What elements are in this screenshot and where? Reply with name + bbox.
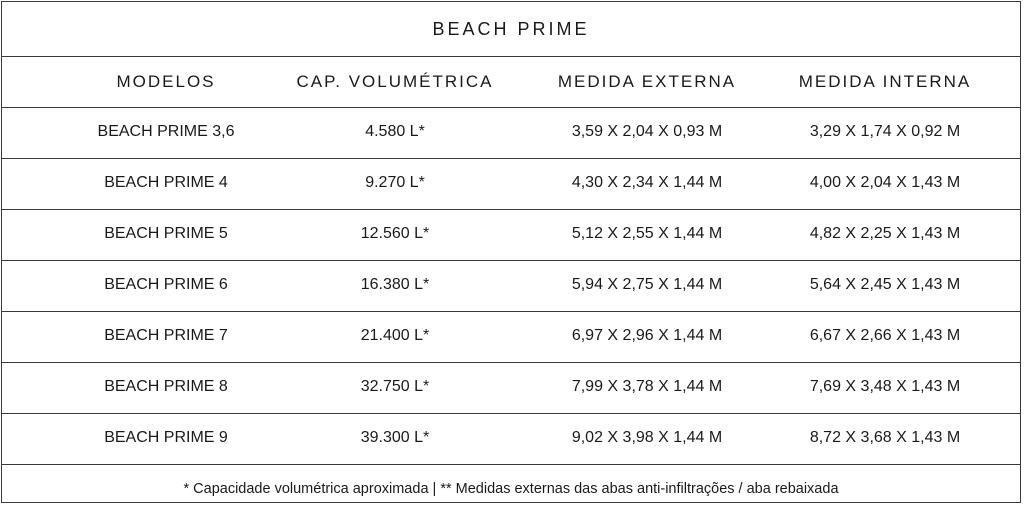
- cell-medida-interna: 4,82 X 2,25 X 1,43 M: [809, 225, 961, 243]
- cell-capacidade: 9.270 L*: [365, 174, 425, 192]
- cell-medida-externa: 4,30 X 2,34 X 1,44 M: [571, 174, 723, 192]
- table-row: [2, 108, 1020, 159]
- header-cap-volumetrica: CAP. VOLUMÉTRICA: [296, 71, 494, 91]
- cell-medida-interna: 3,29 X 1,74 X 0,92 M: [809, 123, 961, 141]
- cell-modelo: BEACH PRIME 3,6: [97, 123, 235, 141]
- footnote-text: * Capacidade volumétrica aproximada | ** Medidas externas das abas anti-infiltrações / aba rebaixada: [183, 481, 839, 497]
- table-row: [2, 414, 1020, 465]
- table-footnote: [2, 465, 1020, 513]
- table-title: [2, 2, 1020, 57]
- cell-medida-externa: 9,02 X 3,98 X 1,44 M: [571, 429, 723, 447]
- cell-medida-externa: 7,99 X 3,78 X 1,44 M: [571, 378, 723, 396]
- cell-modelo: BEACH PRIME 8: [104, 378, 228, 396]
- cell-capacidade: 21.400 L*: [360, 327, 430, 345]
- cell-medida-externa: 5,12 X 2,55 X 1,44 M: [571, 225, 723, 243]
- cell-medida-externa: 6,97 X 2,96 X 1,44 M: [571, 327, 723, 345]
- table-row: [2, 159, 1020, 210]
- cell-modelo: BEACH PRIME 9: [104, 429, 228, 447]
- cell-capacidade: 39.300 L*: [360, 429, 430, 447]
- cell-medida-interna: 5,64 X 2,45 X 1,43 M: [809, 276, 961, 294]
- cell-modelo: BEACH PRIME 5: [104, 225, 228, 243]
- cell-modelo: BEACH PRIME 6: [104, 276, 228, 294]
- cell-capacidade: 4.580 L*: [365, 123, 425, 141]
- cell-capacidade: 16.380 L*: [360, 276, 430, 294]
- cell-modelo: BEACH PRIME 4: [104, 174, 228, 192]
- cell-medida-externa: 3,59 X 2,04 X 0,93 M: [571, 123, 723, 141]
- cell-capacidade: 12.560 L*: [360, 225, 430, 243]
- cell-medida-externa: 5,94 X 2,75 X 1,44 M: [571, 276, 723, 294]
- header-medida-externa: MEDIDA EXTERNA: [557, 71, 737, 91]
- table-row: [2, 312, 1020, 363]
- table-header-row: [2, 57, 1020, 108]
- spec-table: [1, 1, 1021, 503]
- cell-medida-interna: 8,72 X 3,68 X 1,43 M: [809, 429, 961, 447]
- table-title-text: BEACH PRIME: [432, 18, 590, 39]
- table-row: [2, 363, 1020, 414]
- table-row: [2, 261, 1020, 312]
- cell-capacidade: 32.750 L*: [360, 378, 430, 396]
- cell-medida-interna: 7,69 X 3,48 X 1,43 M: [809, 378, 961, 396]
- cell-medida-interna: 4,00 X 2,04 X 1,43 M: [809, 174, 961, 192]
- header-medida-interna: MEDIDA INTERNA: [798, 71, 972, 91]
- cell-medida-interna: 6,67 X 2,66 X 1,43 M: [809, 327, 961, 345]
- header-modelos: MODELOS: [116, 71, 216, 91]
- table-row: [2, 210, 1020, 261]
- cell-modelo: BEACH PRIME 7: [104, 327, 228, 345]
